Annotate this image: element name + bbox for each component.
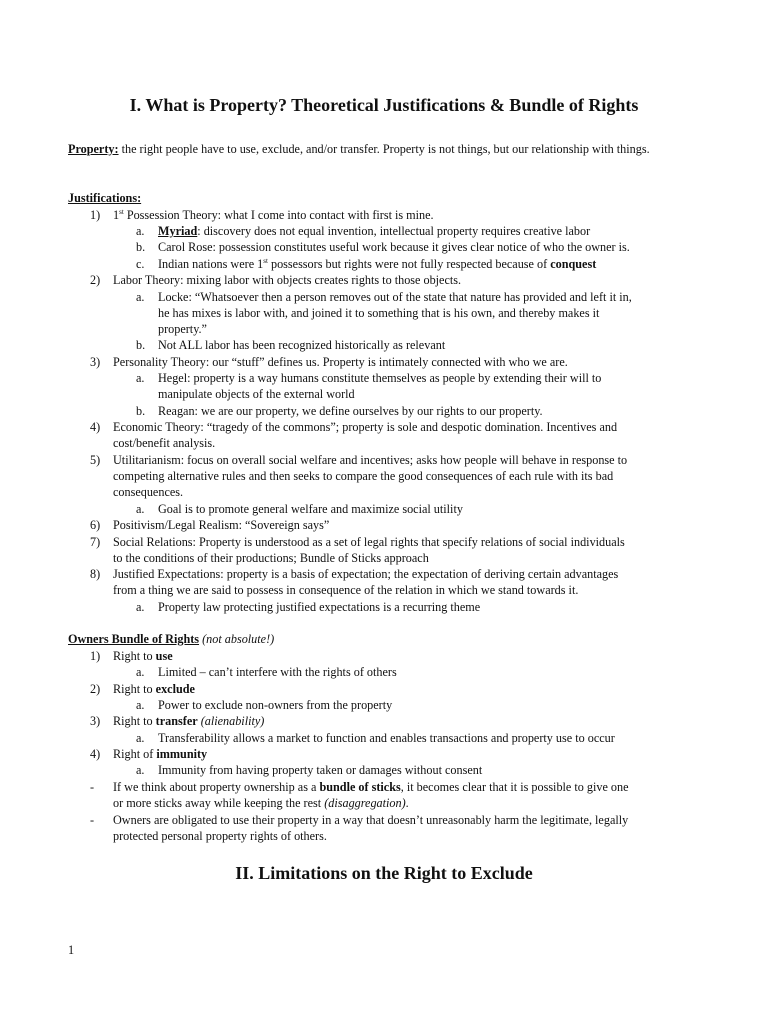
sub-item: Reagan: we are our property, we define ourselves by our rights to our property. <box>158 404 543 418</box>
list-number: 3) <box>90 355 101 369</box>
sub-item: Immunity from having property taken or damages without consent <box>158 763 483 777</box>
sub-item: Hegel: property is a way humans constitute themselves as people by extending their will to <box>158 371 602 385</box>
sub-item: Limited – can’t interfere with the rights of others <box>158 665 397 679</box>
list-number: 2) <box>90 682 101 696</box>
list-item-cont: cost/benefit analysis. <box>113 436 216 450</box>
dash-item-cont: protected personal property rights of others. <box>113 829 327 843</box>
list-item: Right to use <box>113 649 173 663</box>
sub-item-cont: manipulate objects of the external world <box>158 387 355 401</box>
dash-item-cont: or more sticks away while keeping the rest (disaggregation). <box>113 796 409 810</box>
list-item-cont: from a thing we are said to possess in consequence of the relation in which we stand towards it. <box>113 583 579 597</box>
sub-mark: a. <box>136 502 145 516</box>
sub-mark: a. <box>136 371 145 385</box>
sub-mark: a. <box>136 224 145 238</box>
sub-item: Myriad: discovery does not equal invention, intellectual property requires creative labor <box>158 224 591 238</box>
list-number: 7) <box>90 535 101 549</box>
sub-mark: a. <box>136 763 145 777</box>
sub-item: Goal is to promote general welfare and maximize social utility <box>158 502 463 516</box>
list-item: Personality Theory: our “stuff” defines us. Property is intimately connected with who we are. <box>113 355 568 369</box>
page-number: 1 <box>68 943 75 957</box>
list-item: Labor Theory: mixing labor with objects creates rights to those objects. <box>113 273 462 287</box>
list-number: 1) <box>90 208 101 222</box>
list-item-cont: consequences. <box>113 485 184 499</box>
list-item: 1st Possession Theory: what I come into contact with first is mine. <box>113 207 434 222</box>
sub-mark: a. <box>136 665 145 679</box>
list-item-cont: to the conditions of their productions; Bundle of Sticks approach <box>113 551 429 565</box>
justifications-heading: Justifications: <box>68 191 142 205</box>
list-item: Justified Expectations: property is a basis of expectation; the expectation of deriving certain advantages <box>113 567 619 581</box>
sub-item: Power to exclude non-owners from the property <box>158 698 393 712</box>
property-definition-text: the right people have to use, exclude, and/or transfer. Property is not things, but our relationship with things. <box>118 142 650 156</box>
list-number: 2) <box>90 273 101 287</box>
sub-item: Indian nations were 1st possessors but rights were not fully respected because of conquest <box>158 256 597 271</box>
list-item: Right of immunity <box>113 747 208 761</box>
sub-mark: c. <box>136 257 145 271</box>
list-number: 4) <box>90 747 101 761</box>
list-item: Positivism/Legal Realism: “Sovereign says” <box>113 518 330 532</box>
sub-item: Locke: “Whatsoever then a person removes out of the state that nature has provided and left it in, <box>158 290 632 304</box>
sub-item-cont: property.” <box>158 322 207 336</box>
list-item: Economic Theory: “tragedy of the commons”; property is sole and despotic domination. Incentives and <box>113 420 618 434</box>
sub-mark: b. <box>136 338 146 352</box>
list-number: 4) <box>90 420 101 434</box>
list-item: Right to transfer (alienability) <box>113 714 265 728</box>
list-number: 6) <box>90 518 101 532</box>
dash-mark: - <box>90 780 95 794</box>
dash-item: If we think about property ownership as a bundle of sticks, it becomes clear that it is possible to give one <box>113 780 629 794</box>
sub-mark: a. <box>136 600 145 614</box>
list-item: Right to exclude <box>113 682 195 696</box>
list-number: 5) <box>90 453 101 467</box>
list-item: Utilitarianism: focus on overall social welfare and incentives; asks how people will behave in response to <box>113 453 628 467</box>
sub-item: Not ALL labor has been recognized historically as relevant <box>158 338 446 352</box>
dash-mark: - <box>90 813 95 827</box>
list-item: Social Relations: Property is understood as a set of legal rights that specify relations of social individuals <box>113 535 625 549</box>
bundle-heading: Owners Bundle of Rights (not absolute!) <box>68 632 275 646</box>
sub-mark: b. <box>136 240 146 254</box>
section-heading-2: II. Limitations on the Right to Exclude <box>235 863 533 883</box>
property-definition <box>68 141 698 158</box>
list-item-cont: competing alternative rules and then seeks to compare the good consequences of each rule with its bad <box>113 469 614 483</box>
list-number: 3) <box>90 714 101 728</box>
list-number: 1) <box>90 649 101 663</box>
sub-mark: a. <box>136 290 145 304</box>
sub-item-cont: he has mixes is labor with, and joined it to something that is his own, and thereby makes it <box>158 306 600 320</box>
sub-item: Carol Rose: possession constitutes useful work because it gives clear notice of who the owner is. <box>158 240 630 254</box>
property-label: Property: <box>68 142 119 156</box>
sub-mark: a. <box>136 731 145 745</box>
dash-item: Owners are obligated to use their property in a way that doesn’t unreasonably harm the legitimate, legally <box>113 813 629 827</box>
sub-item: Transferability allows a market to function and enables transactions and property use to occur <box>158 731 615 745</box>
sub-mark: b. <box>136 404 146 418</box>
sub-mark: a. <box>136 698 145 712</box>
sub-item: Property law protecting justified expectations is a recurring theme <box>158 600 481 614</box>
section-heading-1: I. What is Property? Theoretical Justifications & Bundle of Rights <box>129 95 639 115</box>
list-number: 8) <box>90 567 101 581</box>
